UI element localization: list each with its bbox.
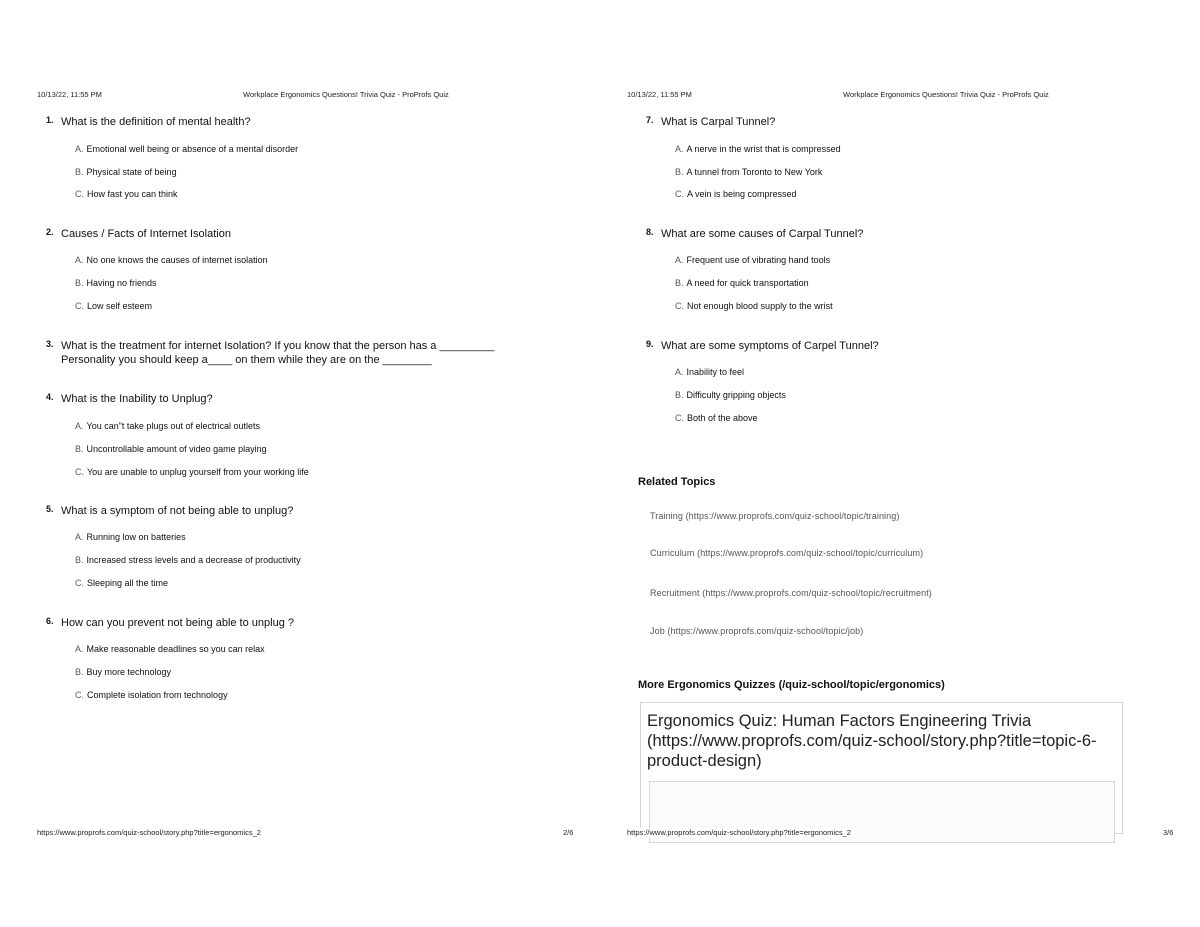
- option-b[interactable]: B. Increased stress levels and a decrease of productivity: [75, 555, 301, 565]
- option-a[interactable]: A. Frequent use of vibrating hand tools: [675, 255, 831, 265]
- option-b[interactable]: B. Physical state of being: [75, 167, 177, 177]
- question-text: What is the treatment for internet Isolation? If you know that the person has a _________ Personality you should keep a____ on them while they are on the ________: [61, 340, 495, 366]
- question-text: What are some symptoms of Carpel Tunnel?: [661, 340, 879, 352]
- related-topics-heading: Related Topics: [638, 476, 716, 488]
- question-number: 9.: [646, 339, 654, 349]
- header-date: 10/13/22, 11:55 PM: [627, 90, 692, 99]
- option-c[interactable]: C. A vein is being compressed: [675, 189, 797, 199]
- quiz-card-title[interactable]: Ergonomics Quiz: Human Factors Engineering Trivia (https://www.proprofs.com/quiz-school/story.php?title=topic-6-product-design): [647, 712, 1097, 770]
- question-text: How can you prevent not being able to unplug ?: [61, 617, 294, 629]
- footer-page-number: 2/6: [563, 828, 574, 837]
- question-text: What is a symptom of not being able to unplug?: [61, 505, 294, 517]
- option-c[interactable]: C. How fast you can think: [75, 189, 178, 199]
- option-a[interactable]: A. No one knows the causes of internet isolation: [75, 255, 268, 265]
- question-number: 6.: [46, 616, 54, 626]
- option-a[interactable]: A. Running low on batteries: [75, 532, 186, 542]
- question-number: 1.: [46, 115, 54, 125]
- option-b[interactable]: B. A need for quick transportation: [675, 278, 809, 288]
- question-text: What is the Inability to Unplug?: [61, 393, 213, 405]
- question-number: 7.: [646, 115, 654, 125]
- option-a[interactable]: A. You can"t take plugs out of electrical outlets: [75, 421, 260, 431]
- option-b[interactable]: B. Buy more technology: [75, 667, 172, 677]
- option-a[interactable]: A. Make reasonable deadlines so you can relax: [75, 644, 265, 654]
- option-c[interactable]: C. Low self esteem: [75, 301, 153, 311]
- question-text: Causes / Facts of Internet Isolation: [61, 228, 231, 240]
- option-a[interactable]: A. Emotional well being or absence of a mental disorder: [75, 144, 299, 154]
- question-number: 5.: [46, 504, 54, 514]
- question-text: What are some causes of Carpal Tunnel?: [661, 228, 864, 240]
- more-quizzes-heading[interactable]: More Ergonomics Quizzes (/quiz-school/topic/ergonomics): [638, 679, 945, 691]
- related-link-recruitment[interactable]: Recruitment (https://www.proprofs.com/quiz-school/topic/recruitment): [650, 588, 932, 598]
- option-a[interactable]: A. A nerve in the wrist that is compressed: [675, 144, 841, 154]
- option-c[interactable]: C. Not enough blood supply to the wrist: [675, 301, 833, 311]
- header-date: 10/13/22, 11:55 PM: [37, 90, 102, 99]
- question-text: What is the definition of mental health?: [61, 116, 251, 128]
- footer-url[interactable]: https://www.proprofs.com/quiz-school/story.php?title=ergonomics_2: [627, 828, 855, 837]
- header-title: Workplace Ergonomics Questions! Trivia Quiz - ProProfs Quiz: [843, 90, 1049, 99]
- related-link-job[interactable]: Job (https://www.proprofs.com/quiz-school/topic/job): [650, 626, 864, 636]
- page-3: [600, 0, 1200, 927]
- question-number: 2.: [46, 227, 54, 237]
- option-c[interactable]: C. Sleeping all the time: [75, 578, 169, 588]
- option-a[interactable]: A. Inability to feel: [675, 367, 745, 377]
- question-number: 8.: [646, 227, 654, 237]
- question-number: 4.: [46, 392, 54, 402]
- option-b[interactable]: B. Having no friends: [75, 278, 157, 288]
- question-text: What is Carpal Tunnel?: [661, 116, 776, 128]
- footer-page-number: 3/6: [1163, 828, 1174, 837]
- quiz-card[interactable]: [640, 702, 1123, 834]
- related-link-training[interactable]: Training (https://www.proprofs.com/quiz-school/topic/training): [650, 511, 900, 521]
- option-c[interactable]: C. You are unable to unplug yourself from your working life: [75, 467, 309, 477]
- footer-url[interactable]: https://www.proprofs.com/quiz-school/story.php?title=ergonomics_2: [37, 828, 261, 837]
- option-b[interactable]: B. A tunnel from Toronto to New York: [675, 167, 823, 177]
- related-link-curriculum[interactable]: Curriculum (https://www.proprofs.com/quiz-school/topic/curriculum): [650, 548, 924, 558]
- option-b[interactable]: B. Uncontrollable amount of video game playing: [75, 444, 267, 454]
- option-c[interactable]: C. Both of the above: [675, 413, 758, 423]
- question-number: 3.: [46, 339, 54, 349]
- header-title: Workplace Ergonomics Questions! Trivia Quiz - ProProfs Quiz: [243, 90, 449, 99]
- option-b[interactable]: B. Difficulty gripping objects: [675, 390, 786, 400]
- option-c[interactable]: C. Complete isolation from technology: [75, 690, 228, 700]
